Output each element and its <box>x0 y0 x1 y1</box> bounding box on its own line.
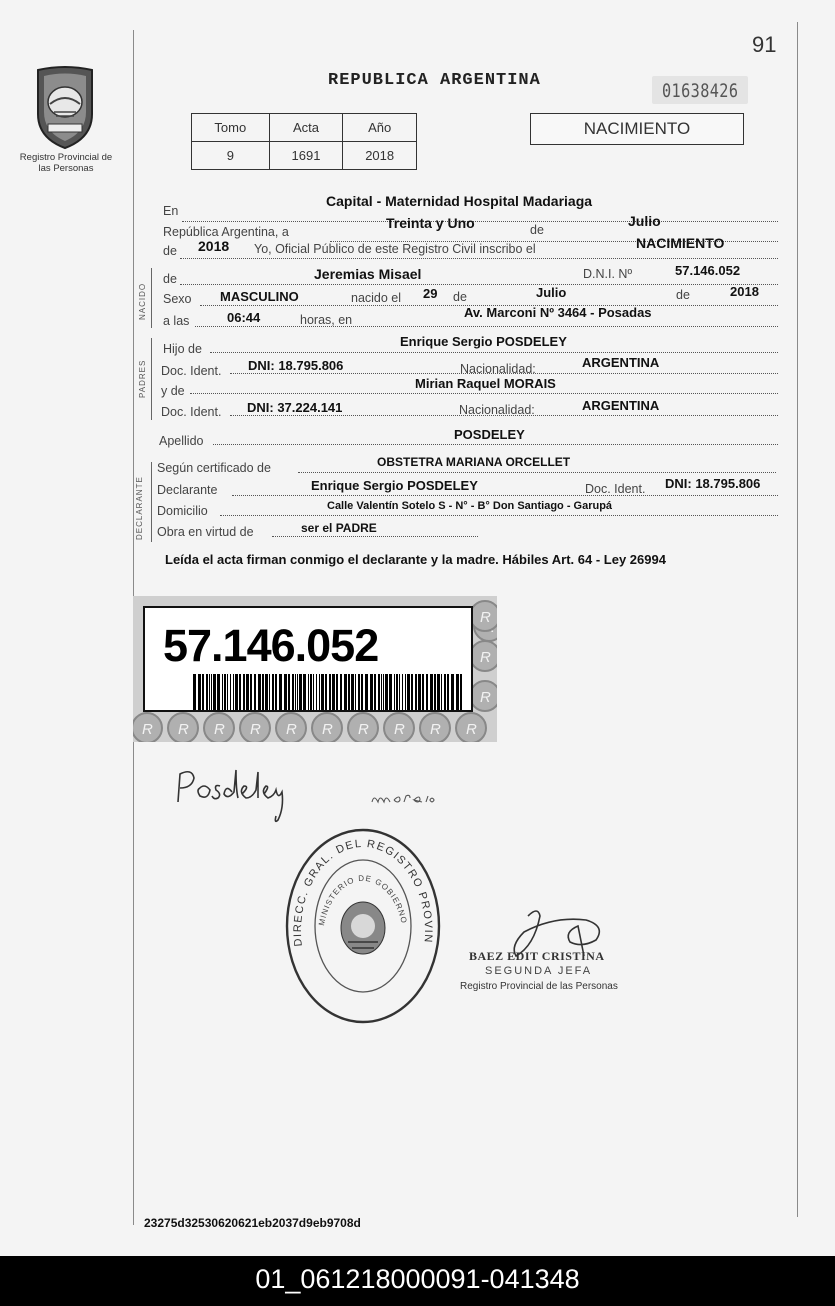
bottom-id: 01_061218000091-041348 <box>255 1264 580 1294</box>
barcode-bar <box>351 674 354 710</box>
dni-label-panel <box>143 606 473 712</box>
barcode-bar <box>239 674 241 710</box>
pattern-letter: R <box>214 721 225 738</box>
barcode-bar <box>389 674 392 710</box>
father-doc: DNI: 18.795.806 <box>248 358 344 373</box>
barcode-bar <box>310 674 312 710</box>
barcode-bar <box>378 674 380 710</box>
surname: POSDELEY <box>454 427 525 442</box>
barcode-bar <box>381 674 382 710</box>
pattern-letter: R <box>466 721 477 738</box>
dotted-line <box>180 258 778 259</box>
barcode-bar <box>211 674 212 710</box>
pattern-letter: R <box>142 721 153 738</box>
tomo-value: 9 <box>192 142 270 170</box>
barcode-bar <box>202 674 204 710</box>
barcode-bar <box>233 674 234 710</box>
signature-morais <box>370 786 450 812</box>
pattern-letter: R <box>322 721 333 738</box>
nacionalidad-label: Nacionalidad: <box>460 362 536 376</box>
anio-value: 2018 <box>343 142 417 170</box>
stamp-ring-text: DIRECC. GRAL. DEL REGISTRO PROVIN <box>291 837 435 947</box>
barcode-bar <box>308 674 309 710</box>
section-nacido: NACIDO <box>138 282 147 320</box>
barcode-bar <box>246 674 249 710</box>
barcode <box>193 674 463 712</box>
barcode-bar <box>198 674 201 710</box>
inscribo-label: Yo, Oficial Público de este Registro Civil inscribo el <box>254 242 536 256</box>
barcode-bar <box>299 674 302 710</box>
barcode-bar <box>460 674 462 710</box>
yde-label: y de <box>161 384 185 398</box>
barcode-bar <box>272 674 274 710</box>
declarant-name: Enrique Sergio POSDELEY <box>311 478 478 493</box>
barcode-bar <box>426 674 428 710</box>
section-bar <box>151 268 152 328</box>
dotted-line <box>182 221 778 222</box>
dotted-line <box>272 536 478 537</box>
barcode-bar <box>441 674 442 710</box>
birth-address: Av. Marconi Nº 3464 - Posadas <box>464 305 652 320</box>
act-month: Julio <box>628 213 661 229</box>
birth-place: Capital - Maternidad Hospital Madariaga <box>326 193 593 209</box>
barcode-bar <box>265 674 268 710</box>
barcode-bar <box>292 674 294 710</box>
acta-header: Acta <box>269 114 343 142</box>
barcode-bar <box>407 674 410 710</box>
barcode-bar <box>430 674 433 710</box>
barcode-bar <box>243 674 245 710</box>
logo-caption: Registro Provincial de las Personas <box>19 152 113 174</box>
barcode-bar <box>332 674 335 710</box>
nacionalidad-label: Nacionalidad: <box>459 403 535 417</box>
barcode-bar <box>269 674 270 710</box>
barcode-bar <box>316 674 317 710</box>
barcode-bar <box>319 674 320 710</box>
barcode-bar <box>235 674 238 710</box>
doc-label: Doc. Ident. <box>161 405 222 419</box>
declarant-role: ser el PADRE <box>301 521 377 535</box>
page-number: 91 <box>752 32 777 57</box>
republica-label: República Argentina, a <box>163 225 289 239</box>
barcode-bar <box>321 674 324 710</box>
dotted-line <box>232 495 778 496</box>
dotted-line <box>195 326 778 327</box>
hijo-label: Hijo de <box>163 342 202 356</box>
child-sex: MASCULINO <box>220 289 299 304</box>
nacido-label: nacido el <box>351 291 402 305</box>
barcode-bar <box>405 674 406 710</box>
barcode-bar <box>447 674 449 710</box>
de-label: de <box>676 288 690 302</box>
barcode-bar <box>418 674 421 710</box>
pattern-letter: R <box>178 721 189 738</box>
mother-name: Mirian Raquel MORAIS <box>415 376 556 391</box>
dotted-line <box>298 472 776 473</box>
father-name: Enrique Sergio POSDELEY <box>400 334 567 349</box>
father-nationality: ARGENTINA <box>582 355 660 370</box>
table-value-row <box>192 142 417 170</box>
mother-nationality: ARGENTINA <box>582 398 660 413</box>
dotted-line <box>220 515 778 516</box>
pattern-letter: R <box>286 721 297 738</box>
certificado-label: Según certificado de <box>157 461 271 475</box>
declarant-address: Calle Valentín Sotelo S - N° - B° Don Santiago - Garupá <box>327 500 613 512</box>
birth-day: 29 <box>423 286 438 301</box>
de-label: de <box>163 244 177 258</box>
barcode-bar <box>297 674 298 710</box>
registry-table <box>191 113 417 170</box>
barcode-bar <box>250 674 252 710</box>
horas-label: horas, en <box>300 313 353 327</box>
document-hash: 23275d32530620621eb2037d9eb9708d <box>144 1216 361 1230</box>
barcode-bar <box>262 674 264 710</box>
barcode-bar <box>340 674 342 710</box>
barcode-bar <box>411 674 413 710</box>
act-type-box: NACIMIENTO <box>530 113 744 145</box>
barcode-bar <box>374 674 376 710</box>
official-role: SEGUNDA JEFA <box>485 965 593 977</box>
bottom-id-bar <box>0 1256 835 1306</box>
barcode-bar <box>193 674 196 710</box>
stamp-inner-text: MINISTERIO DE GOBIERNO <box>317 873 409 927</box>
domicilio-label: Domicilio <box>157 504 208 518</box>
de-label: de <box>163 272 177 286</box>
barcode-bar <box>344 674 347 710</box>
child-dni: 57.146.052 <box>675 263 741 278</box>
barcode-bar <box>385 674 388 710</box>
province-logo <box>30 64 100 150</box>
barcode-bar <box>284 674 287 710</box>
doc-label: Doc. Ident. <box>161 364 222 378</box>
barcode-bar <box>358 674 360 710</box>
barcode-bar <box>275 674 277 710</box>
barcode-bar <box>258 674 261 710</box>
pattern-letter: R <box>480 689 491 706</box>
act-day: Treinta y Uno <box>386 215 475 231</box>
barcode-bar <box>348 674 350 710</box>
sexo-label: Sexo <box>163 292 192 306</box>
barcode-bar <box>365 674 368 710</box>
dotted-line <box>180 284 778 285</box>
barcode-bar <box>370 674 373 710</box>
de-label: de <box>530 223 544 237</box>
signature-posdeley <box>170 760 310 830</box>
birth-year: 2018 <box>730 284 759 299</box>
section-bar <box>151 338 152 420</box>
right-border-line <box>797 22 798 1217</box>
dotted-line <box>210 352 778 353</box>
en-label: En <box>163 204 179 218</box>
dni-sticker <box>133 596 497 742</box>
legal-text: Leída el acta firman conmigo el declarante y la madre. Hábiles Art. 64 - Ley 26994 <box>165 552 666 567</box>
birth-time: 06:44 <box>227 310 261 325</box>
pattern-letter: R <box>430 721 441 738</box>
barcode-bar <box>213 674 216 710</box>
barcode-bar <box>224 674 226 710</box>
barcode-bar <box>383 674 384 710</box>
barcode-bar <box>444 674 446 710</box>
declarante-label: Declarante <box>157 483 218 497</box>
dni-number: 57.146.052 <box>163 620 379 671</box>
barcode-bar <box>329 674 331 710</box>
barcode-bar <box>227 674 228 710</box>
barcode-bar <box>217 674 220 710</box>
barcode-bar <box>279 674 282 710</box>
section-bar <box>151 462 152 542</box>
barcode-bar <box>303 674 306 710</box>
barcode-bar <box>422 674 424 710</box>
barcode-bar <box>355 674 356 710</box>
dni-label: D.N.I. Nº <box>583 267 633 281</box>
pattern-letter: R <box>358 721 369 738</box>
acta-value: 1691 <box>269 142 343 170</box>
barcode-bar <box>222 674 223 710</box>
child-name: Jeremias Misael <box>314 266 422 282</box>
act-year: 2018 <box>198 238 230 254</box>
barcode-bar <box>361 674 363 710</box>
barcode-bar <box>451 674 454 710</box>
declarant-doc: DNI: 18.795.806 <box>665 476 761 491</box>
document-title: REPUBLICA ARGENTINA <box>328 71 541 90</box>
pattern-letter: R <box>250 721 261 738</box>
doc-label: Doc. Ident. <box>585 482 646 496</box>
official-stamp <box>282 826 444 1026</box>
barcode-bar <box>230 674 231 710</box>
barcode-bar <box>399 674 400 710</box>
barcode-bar <box>313 674 314 710</box>
barcode-bar <box>254 674 256 710</box>
table-header-row <box>192 114 417 142</box>
alas-label: a las <box>163 314 190 328</box>
pattern-letter: R <box>480 649 491 666</box>
act-type-text: NACIMIENTO <box>636 235 725 251</box>
birth-month: Julio <box>536 285 567 300</box>
serial-number: 01638426 <box>662 80 739 102</box>
official-registry: Registro Provincial de las Personas <box>460 981 618 992</box>
de-label: de <box>453 290 467 304</box>
section-declarante: DECLARANTE <box>135 476 144 540</box>
obra-label: Obra en virtud de <box>157 525 254 539</box>
barcode-bar <box>396 674 398 710</box>
dotted-line <box>213 444 778 445</box>
anio-header: Año <box>343 114 417 142</box>
barcode-bar <box>415 674 417 710</box>
barcode-bar <box>295 674 296 710</box>
section-padres: PADRES <box>138 359 147 398</box>
barcode-bar <box>394 674 395 710</box>
mother-doc: DNI: 37.224.141 <box>247 400 343 415</box>
official-name: BAEZ EDIT CRISTINA <box>469 949 605 963</box>
barcode-bar <box>456 674 459 710</box>
pattern-letter: R <box>480 609 491 626</box>
barcode-bar <box>209 674 210 710</box>
barcode-bar <box>288 674 290 710</box>
tomo-header: Tomo <box>192 114 270 142</box>
barcode-bar <box>437 674 440 710</box>
barcode-bar <box>325 674 327 710</box>
barcode-bar <box>336 674 338 710</box>
barcode-bar <box>402 674 403 710</box>
pattern-letter: R <box>394 721 405 738</box>
certificate-issuer: OBSTETRA MARIANA ORCELLET <box>377 455 571 469</box>
barcode-bar <box>206 674 208 710</box>
dotted-line <box>190 393 778 394</box>
barcode-bar <box>434 674 436 710</box>
apellido-label: Apellido <box>159 434 204 448</box>
